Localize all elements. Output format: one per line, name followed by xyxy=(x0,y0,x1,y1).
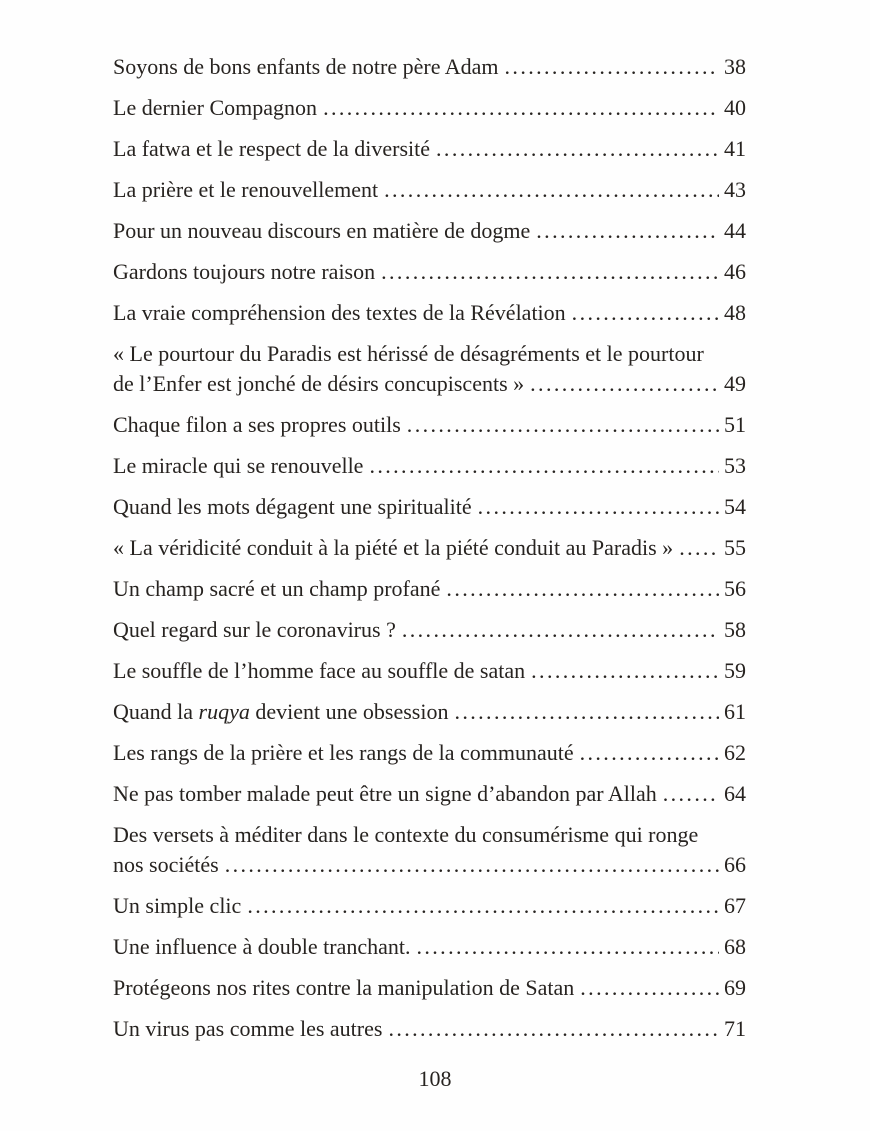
toc-entry-row xyxy=(113,973,746,1003)
toc-entry-page: 62 xyxy=(724,740,746,765)
toc-entry-page: 53 xyxy=(724,453,746,478)
toc-entry-page: 59 xyxy=(724,658,746,683)
toc-entry-page: 71 xyxy=(724,1016,746,1041)
toc-entry-title: de l’Enfer est jonché de désirs concupiscents » xyxy=(113,371,525,396)
toc-entry-title: Les rangs de la prière et les rangs de la communauté xyxy=(113,740,574,765)
toc-entry xyxy=(113,656,746,686)
toc-entry-title: Quand la ruqya devient une obsession xyxy=(113,699,449,724)
dot-leader xyxy=(436,134,719,164)
toc-entry-page: 43 xyxy=(724,177,746,202)
toc-entry-title: Une influence à double tranchant. xyxy=(113,934,411,959)
toc-entry-page: 49 xyxy=(724,371,746,396)
dot-leader xyxy=(530,369,719,399)
toc-entry xyxy=(113,891,746,921)
toc-entry xyxy=(113,738,746,768)
toc-entry xyxy=(113,52,746,82)
toc-entry-title: Quand les mots dégagent une spiritualité xyxy=(113,494,472,519)
toc-entry-title: Le souffle de l’homme face au souffle de satan xyxy=(113,658,526,683)
dot-leader xyxy=(388,1014,719,1044)
toc-entry-title: Un simple clic xyxy=(113,893,242,918)
dot-leader xyxy=(407,410,719,440)
toc-entry-page: 38 xyxy=(724,54,746,79)
toc-entry-row xyxy=(113,738,746,768)
toc-entry xyxy=(113,134,746,164)
page-number: 108 xyxy=(418,1066,452,1091)
toc-entry-row xyxy=(113,52,746,82)
toc-entry xyxy=(113,93,746,123)
toc-entry xyxy=(113,451,746,481)
toc-entry xyxy=(113,492,746,522)
toc-entry-row xyxy=(113,850,746,880)
toc-entry-title-line1: « Le pourtour du Paradis est hérissé de désagréments et le pourtour xyxy=(113,341,704,366)
dot-leader xyxy=(679,533,719,563)
dot-leader xyxy=(663,779,719,809)
toc-entry-row xyxy=(113,533,746,563)
toc-entry-row xyxy=(113,257,746,287)
dot-leader xyxy=(478,492,719,522)
toc-entry-page: 64 xyxy=(724,781,746,806)
dot-leader xyxy=(416,932,719,962)
dot-leader xyxy=(225,850,719,880)
toc-entry xyxy=(113,820,746,880)
toc-entry-title: Pour un nouveau discours en matière de dogme xyxy=(113,218,531,243)
toc-entry xyxy=(113,533,746,563)
dot-leader xyxy=(572,298,719,328)
dot-leader xyxy=(402,615,719,645)
toc-entry xyxy=(113,615,746,645)
toc-entry-row xyxy=(113,697,746,727)
toc-entry-page: 69 xyxy=(724,975,746,1000)
dot-leader xyxy=(323,93,719,123)
toc-entry-row xyxy=(113,369,746,399)
toc-entry-row xyxy=(113,492,746,522)
toc-entry-row xyxy=(113,891,746,921)
toc-entry-row xyxy=(113,932,746,962)
toc-entry-page: 68 xyxy=(724,934,746,959)
toc-entry-title: Quel regard sur le coronavirus ? xyxy=(113,617,396,642)
toc-entry-title: La fatwa et le respect de la diversité xyxy=(113,136,431,161)
dot-leader xyxy=(369,451,719,481)
dot-leader xyxy=(505,52,719,82)
toc-entry xyxy=(113,339,746,399)
toc-entry-page: 41 xyxy=(724,136,746,161)
dot-leader xyxy=(384,175,719,205)
toc-entry-title: Un champ sacré et un champ profané xyxy=(113,576,441,601)
toc-entry xyxy=(113,175,746,205)
toc-entry-page: 44 xyxy=(724,218,746,243)
toc-entry-page: 58 xyxy=(724,617,746,642)
toc-entry-title: Le dernier Compagnon xyxy=(113,95,318,120)
toc-entry-title: Soyons de bons enfants de notre père Adam xyxy=(113,54,499,79)
toc-entry-page: 40 xyxy=(724,95,746,120)
dot-leader xyxy=(381,257,719,287)
dot-leader xyxy=(247,891,719,921)
toc-entry-page: 56 xyxy=(724,576,746,601)
toc-entry-row xyxy=(113,175,746,205)
toc-entry-title: « La véridicité conduit à la piété et la piété conduit au Paradis » xyxy=(113,535,674,560)
toc-entry-page: 55 xyxy=(724,535,746,560)
toc-entry-page: 61 xyxy=(724,699,746,724)
toc-entry-row xyxy=(113,615,746,645)
toc-entry-title: Un virus pas comme les autres xyxy=(113,1016,383,1041)
toc-entry-row xyxy=(113,93,746,123)
toc-entry-row xyxy=(113,451,746,481)
toc-entry xyxy=(113,973,746,1003)
italic-term: ruqya xyxy=(198,699,250,724)
toc-entry xyxy=(113,216,746,246)
toc-entry-title-line1: Des versets à méditer dans le contexte du consumérisme qui ronge xyxy=(113,822,699,847)
toc-entry-row xyxy=(113,298,746,328)
toc-entry xyxy=(113,1014,746,1044)
dot-leader xyxy=(580,973,719,1003)
toc-entry-title: Protégeons nos rites contre la manipulation de Satan xyxy=(113,975,575,1000)
toc-entry xyxy=(113,697,746,727)
toc-entry-page: 54 xyxy=(724,494,746,519)
toc-entry-row xyxy=(113,216,746,246)
toc-entry-title: La prière et le renouvellement xyxy=(113,177,379,202)
dot-leader xyxy=(580,738,719,768)
toc-entry-page: 48 xyxy=(724,300,746,325)
toc-entry-title: Gardons toujours notre raison xyxy=(113,259,376,284)
toc-entry-page: 51 xyxy=(724,412,746,437)
dot-leader xyxy=(454,697,719,727)
toc-entry-page: 66 xyxy=(724,852,746,877)
toc-entry-row xyxy=(113,779,746,809)
dot-leader xyxy=(536,216,719,246)
dot-leader xyxy=(531,656,719,686)
toc-entry-row xyxy=(113,574,746,604)
toc-entry-title: Ne pas tomber malade peut être un signe d’abandon par Allah xyxy=(113,781,657,806)
toc-entry-row xyxy=(113,1014,746,1044)
toc-entry xyxy=(113,298,746,328)
toc-entry xyxy=(113,257,746,287)
table-of-contents xyxy=(113,52,746,1055)
toc-entry-title: nos sociétés xyxy=(113,852,219,877)
toc-entry-row xyxy=(113,410,746,440)
dot-leader xyxy=(446,574,719,604)
toc-entry xyxy=(113,574,746,604)
toc-entry xyxy=(113,410,746,440)
toc-entry-row xyxy=(113,656,746,686)
toc-entry-page: 67 xyxy=(724,893,746,918)
toc-entry-title: Chaque filon a ses propres outils xyxy=(113,412,401,437)
toc-entry-title: Le miracle qui se renouvelle xyxy=(113,453,364,478)
toc-entry xyxy=(113,932,746,962)
toc-entry-title: La vraie compréhension des textes de la Révélation xyxy=(113,300,566,325)
toc-list xyxy=(113,52,746,1044)
toc-entry-page: 46 xyxy=(724,259,746,284)
toc-entry xyxy=(113,779,746,809)
toc-entry-row xyxy=(113,134,746,164)
